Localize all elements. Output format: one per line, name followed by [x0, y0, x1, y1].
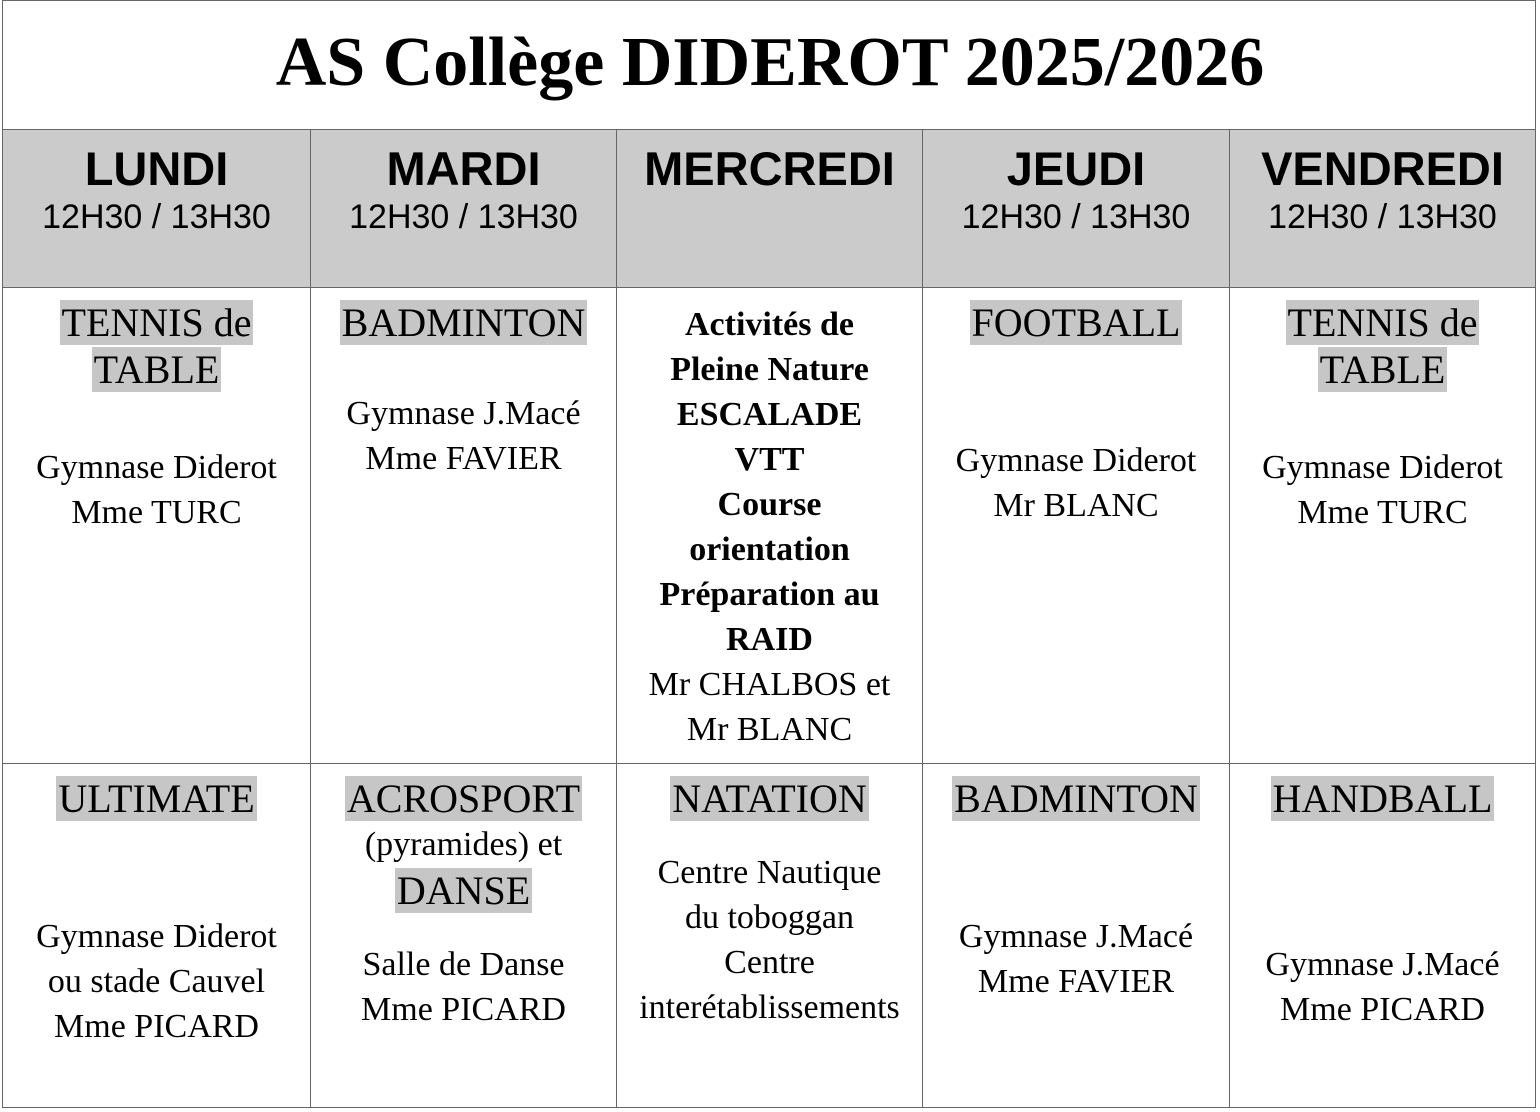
activity-label: TENNIS de [1287, 300, 1478, 345]
header-mardi [310, 129, 616, 287]
schedule-table [2, 0, 1536, 1108]
activity-line: RAID [726, 621, 813, 658]
teacher-label: Mr BLANC [686, 711, 853, 748]
place-label: Gymnase Diderot [36, 449, 277, 486]
place-label: interétablissements [639, 989, 900, 1026]
schedule-grid [3, 129, 1537, 1109]
day-name: MERCREDI [644, 142, 895, 195]
teacher-label: Mme PICARD [361, 991, 566, 1028]
day-hours: 12H30 / 13H30 [961, 198, 1191, 236]
slot-mercredi-1 [616, 287, 922, 763]
page-title: AS Collège DIDEROT 2025/2026 [275, 24, 1265, 101]
activity-label: TABLE [93, 347, 220, 392]
place-label: du toboggan [684, 899, 855, 936]
teacher-label: Mme PICARD [1280, 991, 1485, 1028]
slot-vendredi-1 [1229, 287, 1535, 763]
activity-line: VTT [734, 441, 805, 478]
activity-label: DANSE [396, 868, 531, 913]
place-label: Gymnase Diderot [36, 918, 277, 955]
activity-label: FOOTBALL [971, 300, 1181, 345]
teacher-label: Mr BLANC [993, 487, 1159, 524]
place-label: Centre Nautique [657, 854, 882, 891]
teacher-label: Mme FAVIER [977, 963, 1175, 1000]
day-name: JEUDI [1006, 142, 1146, 195]
activity-line: Course [717, 486, 822, 523]
slot-mercredi-2 [616, 763, 922, 1107]
teacher-label: Mme FAVIER [365, 440, 562, 477]
place-label: Gymnase J.Macé [1265, 946, 1500, 983]
slot-lundi-2 [3, 763, 310, 1107]
activity-label: ULTIMATE [58, 776, 255, 821]
teacher-label: Mme TURC [1297, 494, 1468, 531]
activity-line: Activités de [684, 306, 854, 343]
activity-connector: (pyramides) et [364, 826, 563, 863]
slot-vendredi-2 [1229, 763, 1535, 1107]
slot-jeudi-2 [922, 763, 1229, 1107]
teacher-label: Mr CHALBOS et [648, 666, 891, 703]
place-label: Centre [724, 944, 815, 981]
day-name: MARDI [386, 142, 541, 195]
slot-lundi-1 [3, 287, 310, 763]
day-name: VENDREDI [1261, 142, 1504, 195]
place-label: Salle de Danse [362, 946, 565, 983]
activity-label: BADMINTON [954, 776, 1198, 821]
place-label: Gymnase Diderot [1262, 449, 1503, 486]
slot-mardi-1 [310, 287, 616, 763]
activity-label: HANDBALL [1272, 776, 1493, 821]
day-hours: 12H30 / 13H30 [349, 198, 578, 236]
day-hours: 12H30 / 13H30 [1268, 198, 1497, 236]
place-label: Gymnase Diderot [955, 442, 1197, 479]
header-jeudi [922, 129, 1229, 287]
activity-label: ACROSPORT [346, 776, 581, 821]
activity-line: ESCALADE [676, 396, 863, 433]
day-hours: 12H30 / 13H30 [42, 198, 271, 236]
teacher-label: Mme PICARD [54, 1008, 259, 1045]
place-label: Gymnase J.Macé [958, 918, 1194, 955]
activity-label: TENNIS de [61, 300, 252, 345]
header-lundi [3, 129, 310, 287]
slot-mardi-2 [310, 763, 616, 1107]
activity-line: Pleine Nature [670, 351, 869, 388]
activity-line: orientation [689, 531, 850, 568]
place-label: Gymnase J.Macé [346, 395, 581, 432]
header-vendredi [1229, 129, 1535, 287]
activity-label: TABLE [1319, 347, 1446, 392]
teacher-label: Mme TURC [71, 494, 242, 531]
header-mercredi [616, 129, 922, 287]
slot-jeudi-1 [922, 287, 1229, 763]
activity-label: NATATION [672, 776, 867, 821]
place-label: ou stade Cauvel [47, 963, 266, 1000]
activity-label: BADMINTON [341, 300, 586, 345]
day-name: LUNDI [84, 142, 229, 195]
activity-line: Préparation au [659, 576, 880, 613]
